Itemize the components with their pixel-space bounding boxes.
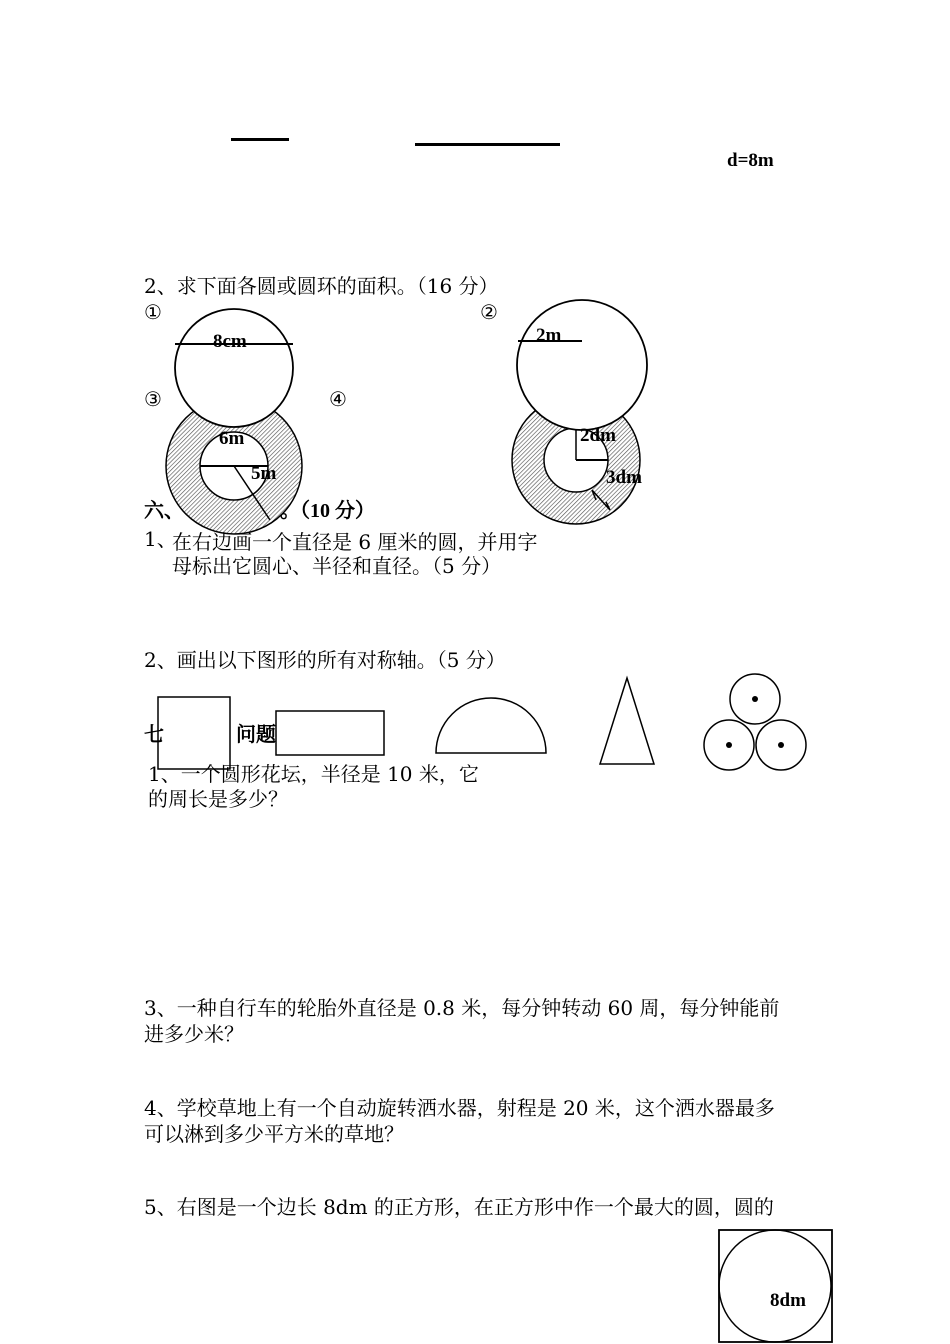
- symmetry-shape-square: [158, 697, 230, 769]
- circle-figure-2: [517, 300, 647, 430]
- section7-q4-line2: 可以淋到多少平方米的草地？: [144, 1122, 404, 1146]
- section6-heading-part1: 六、: [144, 500, 184, 522]
- q2-marker-4: ④: [329, 387, 347, 411]
- ring4-inner-label: 2dm: [580, 425, 616, 446]
- section7-q1-line1: 1、一个圆形花坛，半径是 10 米，它: [148, 762, 479, 786]
- section6-q1-line2: 母标出它圆心、半径和直径。（5 分）: [172, 554, 502, 578]
- section7-q3-line1: 3、一种自行车的轮胎外直径是 0.8 米，每分钟转动 60 周，每分钟能前: [144, 996, 780, 1020]
- section6-heading-part2: 。（10 分）: [280, 500, 375, 522]
- section6-q1-line1: 在右边画一个直径是 6 厘米的圆，并用字: [172, 530, 538, 554]
- section7-heading-part1: 七: [144, 724, 164, 746]
- q2-marker-1: ①: [144, 300, 162, 324]
- diameter-label-top: d=8m: [727, 150, 774, 171]
- symmetry-shape-semicircle: [436, 698, 546, 753]
- circle1-diameter-label: 8cm: [213, 331, 247, 352]
- q2-marker-3: ③: [144, 387, 162, 411]
- section6-q2: 2、画出以下图形的所有对称轴。（5 分）: [144, 648, 506, 672]
- symmetry-shape-three-circles: [704, 674, 806, 770]
- circle2-radius-label: 2m: [536, 325, 562, 346]
- circle-figure-1: [175, 309, 293, 427]
- ring4-outer-label: 3dm: [606, 467, 642, 488]
- square-side-label: 8dm: [770, 1290, 806, 1311]
- symmetry-shape-triangle: [600, 678, 654, 764]
- section7-heading-part2: 问题: [236, 724, 276, 746]
- section7-q3-line2: 进多少米？: [144, 1022, 244, 1046]
- square-with-circle-figure: [719, 1230, 832, 1342]
- section6-q1-number: 1、: [144, 527, 177, 551]
- q2-title: 2、求下面各圆或圆环的面积。（16 分）: [144, 274, 499, 298]
- section7-q1-line2: 的周长是多少？: [148, 787, 288, 811]
- section7-q4-line1: 4、学校草地上有一个自动旋转洒水器，射程是 20 米，这个洒水器最多: [144, 1096, 775, 1120]
- section7-q5-line1: 5、右图是一个边长 8dm 的正方形，在正方形中作一个最大的圆，圆的: [144, 1195, 774, 1219]
- symmetry-shape-rectangle: [276, 711, 384, 755]
- q2-marker-2: ②: [480, 300, 498, 324]
- ring3-inner-label: 6m: [219, 428, 245, 449]
- ring3-outer-label: 5m: [251, 463, 277, 484]
